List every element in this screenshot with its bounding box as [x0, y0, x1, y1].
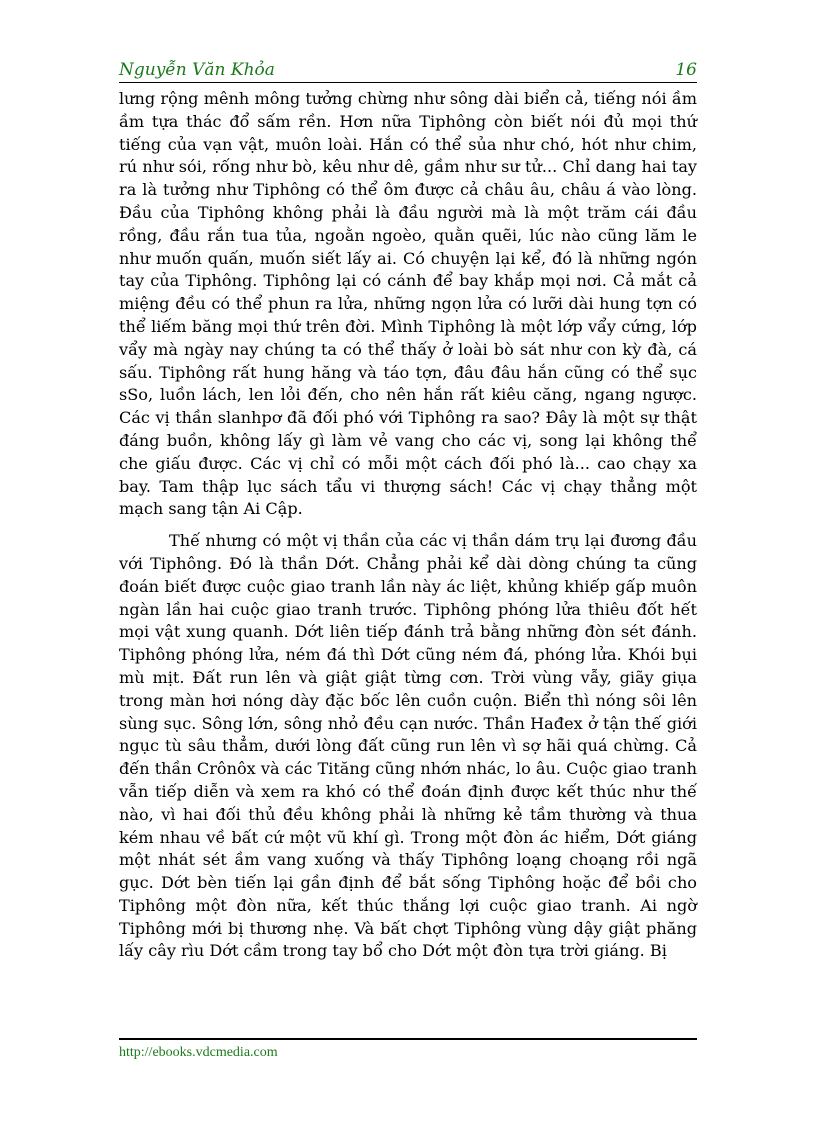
page-number: 16 — [675, 60, 697, 80]
page-header — [119, 58, 697, 83]
header-author: Nguyễn Văn Khỏa — [119, 60, 275, 80]
body-paragraph: lưng rộng mênh mông tưởng chừng như sông dài biển cả, tiếng nói ầm ầm tựa thác đổ sấm rền. Hơn nữa Tiphông còn biết nói đủ mọi thứ tiếng của vạn vật, muôn loài. Hắn có thể sủa như chó, hót như chim, rú như sói, rống như bò, kêu như dê, gầm như sư tử... Chỉ dang hai tay ra là tưởng như Tiphông có thể ôm được cả châu âu, châu á vào lòng. Đầu của Tiphông không phải là đầu người mà là một trăm cái đầu rồng, đầu rắn tua tủa, ngoằn ngoèo, quằn quẽi, lúc nào cũng lăm le như muốn quấn, muốn siết lấy ai. Có chuyện lại kể, đó là những ngón tay của Tiphông. Tiphông lại có cánh để bay khắp mọi nơi. Cả mắt cả miệng đều có thể phun ra lửa, những ngọn lửa có lưỡi dài hung tợn có thể liếm băng mọi thứ trên đời. Mình Tiphông là một lớp vẩy cứng, lớp vẩy mà ngày nay chúng ta có thể thấy ở loài bò sát như con kỳ đà, cá sấu. Tiphông rất hung hăng và táo tợn, đâu đâu hắn cũng có thể sục sSo, luồn lách, len lỏi đến, cho nên hắn rất kiêu căng, ngang ngược. Các vị thần slanhpơ đã đối phó với Tiphông ra sao? Đây là một sự thật đáng buồn, không lấy gì làm vẻ vang cho các vị, song lại không thể che giấu được. Các vị chỉ có mỗi một cách đối phó là... cao chạy xa bay. Tam thập lục sách tẩu vi thượng sách! Các vị chạy thẳng một mạch sang tận Ai Cập. — [119, 89, 697, 519]
footer-link[interactable]: http://ebooks.vdcmedia.com — [119, 1045, 278, 1060]
body-paragraph: Thế nhưng có một vị thần của các vị thần dám trụ lại đương đầu với Tiphông. Đó là thần Dớt. Chẳng phải kể dài dòng chúng ta cũng đoán biết được cuộc giao tranh lần này ác liệt, khủng khiếp gấp muôn ngàn lần hai cuộc giao tranh trước. Tiphông phóng lửa thiêu đốt hết mọi vật xung quanh. Dớt liên tiếp đánh trả bằng những đòn sét đánh. Tiphông phóng lửa, ném đá thì Dớt cũng ném đá, phóng lửa. Khói bụi mù mịt. Đất run lên và giật giật từng cơn. Trời vùng vẫy, giãy giụa trong màn hơi nóng dày đặc bốc lên cuồn cuộn. Biển thì nóng sôi lên sùng sục. Sông lớn, sông nhỏ đều cạn nước. Thần Hađex ở tận thế giới ngục tù sâu thẳm, dưới lòng đất cũng run lên vì sợ hãi quá chừng. Cả đến thần Crônôx và các Tităng cũng nhớn nhác, lo âu. Cuộc giao tranh vẫn tiếp diễn và xem ra khó có thể đoán định được kết thúc như thế nào, vì hai đối thủ đều không phải là những kẻ tầm thường và thua kém nhau về bất cứ một vũ khí gì. Trong một đòn ác hiểm, Dớt giáng một nhát sét ầm vang xuống và thấy Tiphông loạng choạng rồi ngã gục. Dớt bèn tiến lại gần định để bắt sống Tiphông hoặc để bồi cho Tiphông một đòn nữa, kết thúc thắng lợi cuộc giao tranh. Ai ngờ Tiphông mới bị thương nhẹ. Và bất chợt Tiphông vùng dậy giật phăng lấy cây rìu Dớt cầm trong tay bổ cho Dớt một đòn tựa trời giáng. Bị — [119, 531, 697, 961]
page-body — [119, 88, 697, 963]
footer-divider — [119, 1038, 697, 1040]
